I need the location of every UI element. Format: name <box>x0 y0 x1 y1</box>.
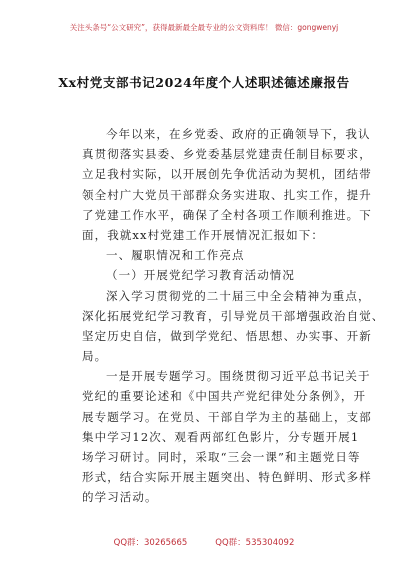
paragraph-line: 坚定历史自信，做到学党纪、悟思想、办实事、开新 <box>82 328 372 343</box>
paragraph-line: 深化拓展党纪学习教育，引导党员干部增强政治自觉、 <box>82 308 385 323</box>
paragraph-line: 真贯彻落实县委、乡党委基层党建责任制目标要求， <box>82 147 372 162</box>
paragraph-line: 场学习研讨。同时，采取“三会一课”和主题党日等 <box>82 450 361 464</box>
footer-qq-group-1: QQ群：30265665 <box>113 538 188 548</box>
paragraph-line: 面，我就xx村党建工作开展情况汇报如下： <box>82 227 324 242</box>
paragraph-line: 局。 <box>82 349 108 364</box>
footer-qq-group-2: QQ群：535304092 <box>215 538 295 548</box>
document-title: Xx村党支部书记2024年度个人述职述德述廉报告 <box>58 75 350 90</box>
paragraph-line: 的学习活动。 <box>82 490 158 505</box>
paragraph-line: 领全村广大党员干部群众务实进取、扎实工作，提升 <box>82 187 372 202</box>
document-body <box>82 124 385 508</box>
paragraph-line: 深入学习贯彻党的二十届三中全会精神为重点， <box>106 288 371 303</box>
paragraph-line: 形式，结合实际开展主题突出、特色鲜明、形式多样 <box>82 470 372 485</box>
paragraph-line: 了党建工作水平，确保了全村各项工作顺利推进。下 <box>82 207 372 222</box>
section-heading: 一、履职情况和工作亮点 <box>106 248 245 263</box>
paragraph-line: 党纪的重要论述和《中国共产党纪律处分条例》，开 <box>82 389 367 404</box>
paragraph-line: 立足我村实际，以开展创先争优活动为契机，团结带 <box>82 167 372 182</box>
footer-contact <box>0 536 408 548</box>
paragraph-line: 今年以来，在乡党委、政府的正确领导下，我认 <box>106 127 371 141</box>
paragraph-line: 展专题学习。在党员、干部自学为主的基础上，支部 <box>82 409 372 424</box>
header-promo-note: 关注头条号“公文研究”，获得最新最全最专业的公文资料库！ 微信：gongwenyj <box>69 23 339 32</box>
subsection-heading: （一）开展党纪学习教育活动情况 <box>106 268 295 283</box>
paragraph-line: 一是开展专题学习。围绕贯彻习近平总书记关于 <box>106 369 371 384</box>
paragraph-line: 集中学习12次、观看两部红色影片，分专题开展1 <box>82 429 360 444</box>
